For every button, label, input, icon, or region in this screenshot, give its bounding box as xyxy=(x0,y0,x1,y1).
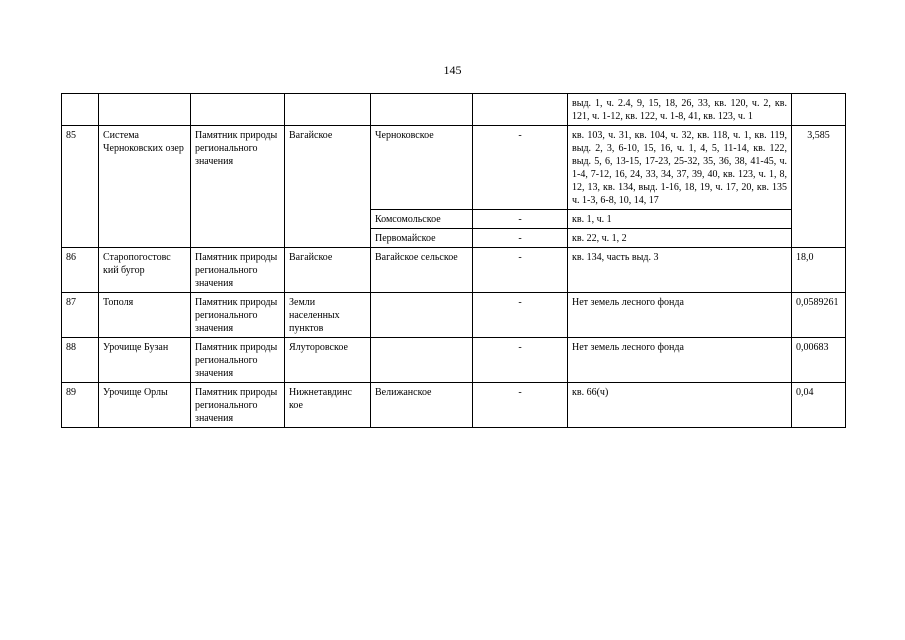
cell-category: Памятник природы регионального значения xyxy=(191,293,285,338)
cell-tract: - xyxy=(473,383,568,428)
cell-quarters: кв. 134, часть выд. 3 xyxy=(568,248,792,293)
cell-district: Первомайское xyxy=(371,229,473,248)
table-row-85 xyxy=(62,126,846,210)
cell-forestry: Нижнетавдинс кое xyxy=(285,383,371,428)
cell-quarters: кв. 66(ч) xyxy=(568,383,792,428)
cell-category xyxy=(191,94,285,126)
cell-forestry xyxy=(285,94,371,126)
cell-num xyxy=(62,94,99,126)
table-row-87 xyxy=(62,293,846,338)
cell-area: 18,0 xyxy=(792,248,846,293)
cell-quarters: кв. 1, ч. 1 xyxy=(568,210,792,229)
cell-name: Система Черноковских озер xyxy=(99,126,191,248)
table-row-89 xyxy=(62,383,846,428)
protected-areas-table xyxy=(61,93,846,428)
cell-num: 85 xyxy=(62,126,99,248)
cell-quarters: кв. 22, ч. 1, 2 xyxy=(568,229,792,248)
cell-num: 87 xyxy=(62,293,99,338)
cell-tract xyxy=(473,94,568,126)
cell-num: 86 xyxy=(62,248,99,293)
cell-quarters: кв. 103, ч. 31, кв. 104, ч. 32, кв. 118, ч. 1, кв. 119, выд. 2, 3, 6-10, 15, 16, ч. 1, 4, 5, 11-14, кв. 122, выд. 5, 6, 13-15, 17-23, 25-32, 35, 36, 38, 41-45, ч. 1-4, 7-12, 16, 24, 33, 34, 37, 39, 40, кв. 123, ч. 1, 8, 12, 13, кв. 134, выд. 1-16, 18, 19, ч. 17, 20, кв. 135 ч. 1-3, 6-8, 10, 14, 17 xyxy=(568,126,792,210)
cell-district: Комсомольское xyxy=(371,210,473,229)
cell-tract: - xyxy=(473,210,568,229)
cell-name: Урочище Орлы xyxy=(99,383,191,428)
cell-tract: - xyxy=(473,248,568,293)
cell-forestry: Вагайское xyxy=(285,248,371,293)
cell-area xyxy=(792,94,846,126)
cell-district: Черноковское xyxy=(371,126,473,210)
cell-district: Вагайское сельское xyxy=(371,248,473,293)
cell-name: Тополя xyxy=(99,293,191,338)
cell-district xyxy=(371,94,473,126)
cell-category: Памятник природы регионального значения xyxy=(191,338,285,383)
cell-area: 0,0589261 xyxy=(792,293,846,338)
cell-tract: - xyxy=(473,229,568,248)
cell-quarters: Нет земель лесного фонда xyxy=(568,338,792,383)
table-row-continuation xyxy=(62,94,846,126)
cell-tract: - xyxy=(473,338,568,383)
page-number: 145 xyxy=(443,63,462,77)
cell-category: Памятник природы регионального значения xyxy=(191,126,285,248)
cell-tract: - xyxy=(473,126,568,210)
table-row-88 xyxy=(62,338,846,383)
cell-num: 89 xyxy=(62,383,99,428)
cell-category: Памятник природы регионального значения xyxy=(191,248,285,293)
cell-name: Старопогостовс кий бугор xyxy=(99,248,191,293)
cell-district xyxy=(371,338,473,383)
cell-area: 3,585 xyxy=(792,126,846,248)
cell-category: Памятник природы регионального значения xyxy=(191,383,285,428)
table-row-86 xyxy=(62,248,846,293)
cell-district: Велижанское xyxy=(371,383,473,428)
cell-quarters: Нет земель лесного фонда xyxy=(568,293,792,338)
cell-forestry: Вагайское xyxy=(285,126,371,248)
cell-district xyxy=(371,293,473,338)
cell-forestry: Земли населенных пунктов xyxy=(285,293,371,338)
cell-num: 88 xyxy=(62,338,99,383)
cell-area: 0,04 xyxy=(792,383,846,428)
cell-forestry: Ялуторовское xyxy=(285,338,371,383)
cell-name xyxy=(99,94,191,126)
cell-tract: - xyxy=(473,293,568,338)
cell-name: Урочище Бузан xyxy=(99,338,191,383)
cell-area: 0,00683 xyxy=(792,338,846,383)
cell-quarters: выд. 1, ч. 2.4, 9, 15, 18, 26, 33, кв. 120, ч. 2, кв. 121, ч. 1-12, кв. 122, ч. 1-8, 41, кв. 123, ч. 1 xyxy=(568,94,792,126)
